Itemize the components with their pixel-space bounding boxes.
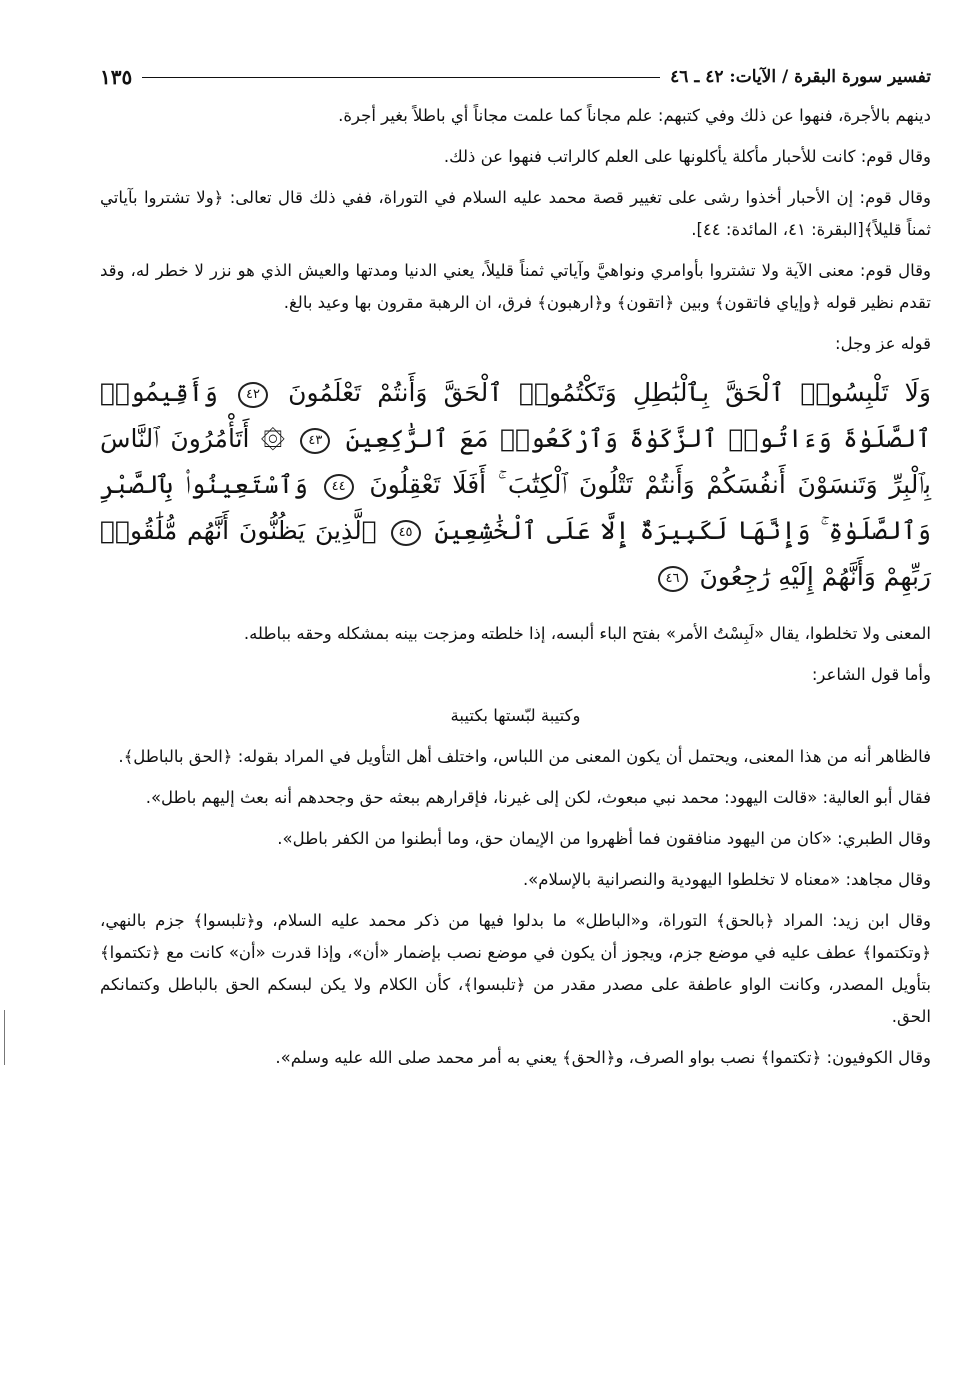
poem-line: وكتيبة لبّستها بكتيبة [450, 706, 581, 725]
verse-number-marker: ٤٢ [238, 382, 268, 408]
paragraph: دينهم بالأجرة، فنهوا عن ذلك وفي كتبهم: علم مجاناً كما علمت مجاناً أي باطلاً بغير أجرة. [338, 106, 931, 125]
header-rule [142, 77, 660, 78]
page-number: ١٣٥ [100, 65, 133, 89]
paragraph: وقال قوم: كانت للأحبار مأكلة يأكلونها على العلم كالراتب فنهوا عن ذلك. [443, 147, 931, 166]
verse-number-marker: ٤٥ [391, 520, 421, 546]
scan-edge-mark [4, 1010, 5, 1065]
paragraph: وقال مجاهد: «معناه لا تخلطوا اليهودية والنصرانية بالإسلام». [522, 870, 931, 889]
verse-intro: قوله عز وجل: [835, 334, 931, 353]
paragraph: فقال أبو العالية: «قالت اليهود: محمد نبي مبعوث، لكن إلى غيرنا، فإقرارهم ببعثه حق وجحدهم أنه بعث إليهم باطل». [145, 788, 931, 807]
quran-verses [100, 370, 931, 600]
verse-text: وَلَا تَلْبِسُوا۟ ٱلْحَقَّ بِٱلْبَٰطِلِ وَتَكْتُمُوا۟ ٱلْحَقَّ وَأَنتُمْ تَعْلَمُونَ [288, 378, 931, 407]
paragraph: وقال الطبري: «كان من اليهود منافقون فما أظهروا من الإيمان حق، وما أبطنوا من الكفر باطل». [277, 829, 931, 848]
verse-text: ۞ أَتَأْمُرُونَ ٱلنَّاسَ بِٱلْبِرِّ وَتَنسَوْنَ أَنفُسَكُمْ وَأَنتُمْ تَتْلُونَ ٱلْكِتَٰبَ ۚ أَفَلَا تَعْقِلُونَ [100, 424, 932, 499]
verse-text: وَٱسْتَعِينُوا۟ بِٱلصَّبْرِ وَٱلصَّلَوٰةِ ۚ وَإِنَّهَا لَكَبِيرَةٌ إِلَّا عَلَى ٱلْخَٰشِعِينَ [100, 470, 931, 545]
paragraph: فالظاهر أنه من هذا المعنى، ويحتمل أن يكون المعنى من اللباس، واختلف أهل التأويل في المراد بقوله: ﴿الحق بالباطل﴾. [118, 747, 931, 766]
paragraph: وقال قوم: معنى الآية ولا تشتروا بأوامري ونواهيَّ وآياتي ثمناً قليلاً، يعني الدنيا ومدتها والعيش الذي هو نزر لا خطر له، وقد تقدم نظير قوله ﴿وإياي فاتقون﴾ وبين ﴿اتقون﴾ و﴿ارهبون﴾ فرق، ان الرهبة مقرون بها وعيد بالغ. [100, 261, 931, 312]
verse-number-marker: ٤٤ [324, 474, 354, 500]
paragraph: وأما قول الشاعر: [811, 665, 931, 684]
paragraph: وقال الكوفيون: ﴿تكتموا﴾ نصب بواو الصرف، و﴿الحق﴾ يعني به أمر محمد صلى الله عليه وسلم». [275, 1048, 931, 1067]
paragraph: وقال قوم: إن الأحبار أخذوا رشى على تغيير قصة محمد عليه السلام في التوراة، ففي ذلك قال تعالى: ﴿ولا تشتروا بآياتي ثمناً قليلاً﴾[البقرة: ٤١، المائدة: ٤٤]. [100, 188, 931, 239]
verse-number-marker: ٤٦ [658, 566, 688, 592]
verse-text: ٱلَّذِينَ يَظُنُّونَ أَنَّهُم مُّلَٰقُوا۟ رَبِّهِمْ وَأَنَّهُمْ إِلَيْهِ رَٰجِعُونَ [100, 516, 931, 591]
body-text [100, 100, 931, 1074]
running-title: تفسير سورة البقرة / الآيات: ٤٢ ـ ٤٦ [670, 67, 931, 87]
verse-number-marker: ٤٣ [300, 428, 330, 454]
verse-text: وَأَقِيمُوا۟ ٱلصَّلَوٰةَ وَءَاتُوا۟ ٱلزَّكَوٰةَ وَٱرْكَعُوا۟ مَعَ ٱلرَّٰكِعِينَ [100, 378, 931, 453]
page-header [100, 58, 931, 96]
paragraph: المعنى ولا تخلطوا، يقال «لَبِسْتُ الأمر» بفتح الباء ألبسه، إذا خلطته ومزجت بينه بمشكله وحقه بباطله. [243, 624, 931, 643]
paragraph: وقال ابن زيد: المراد ﴿بالحق﴾ التوراة، و«الباطل» ما بدلوا فيها من ذكر محمد عليه السلام، و﴿تلبسوا﴾ جزم بالنهي، ﴿وتكتموا﴾ عطف عليه في موضع جزم، ويجوز أن يكون في موضع نصب بإضمار «أن»، وإذا قدرت «أن» كانت مع ﴿تكتموا﴾ بتأويل المصدر، وكانت الواو عاطفة على مصدر مقدر من ﴿تلبسوا﴾، كأن الكلام ولا يكن لبسكم الحق بالباطل وكتمانكم الحق. [100, 911, 931, 1026]
